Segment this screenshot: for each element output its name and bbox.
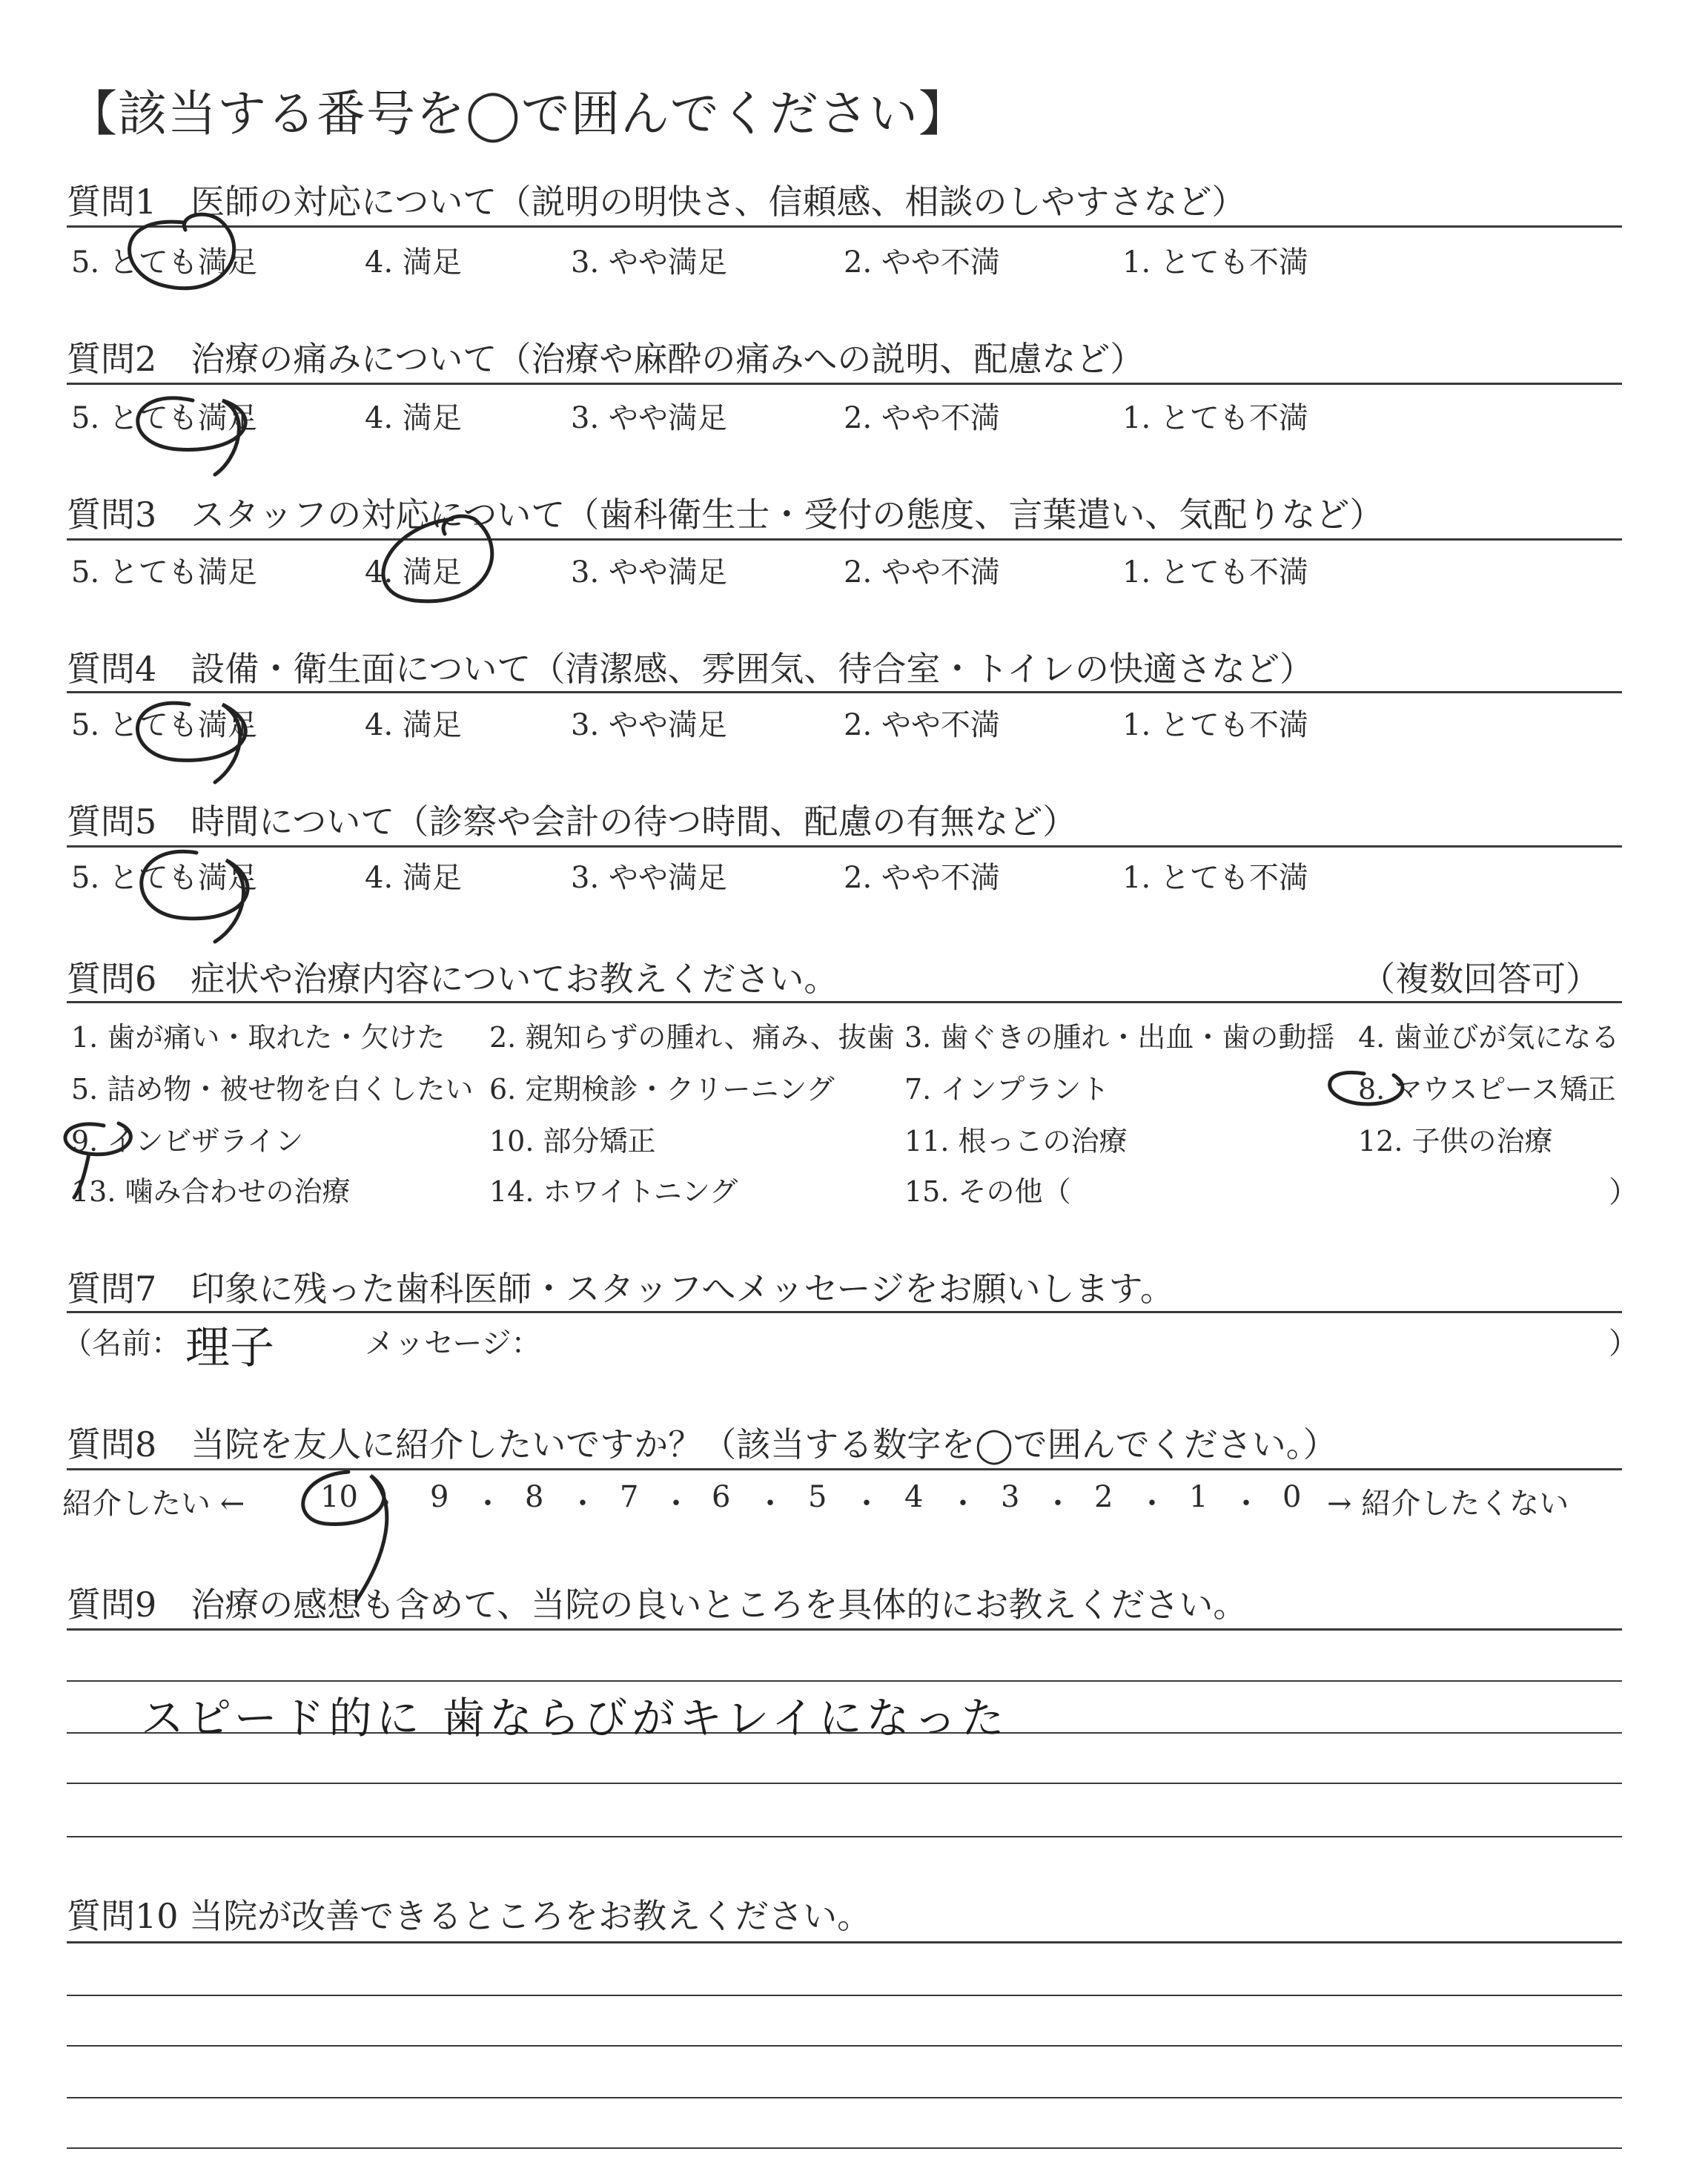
q5-option-2[interactable]: 2. やや不満	[844, 861, 1000, 895]
q8-scale-separator: ・	[568, 1487, 598, 1521]
q3-option-1[interactable]: 1. とても不満	[1122, 555, 1308, 589]
q6-option-14[interactable]: 14. ホワイトニング	[489, 1175, 738, 1208]
q6-option-12[interactable]: 12. 子供の治療	[1358, 1125, 1553, 1157]
question-6-note: （複数回答可）	[1361, 959, 1600, 999]
q2-option-5[interactable]: 5. とても満足	[71, 401, 257, 435]
q8-scale-8[interactable]: 8	[525, 1480, 544, 1514]
q3-option-5[interactable]: 5. とても満足	[71, 555, 257, 589]
q3-option-3[interactable]: 3. やや満足	[571, 555, 727, 589]
q8-right-label: → 紹介したくない	[1327, 1487, 1569, 1521]
q6-option-5[interactable]: 5. 詰め物・被せ物を白くしたい	[71, 1073, 474, 1106]
q7-message-label: メッセージ：	[365, 1327, 541, 1361]
q8-scale-4[interactable]: 4	[904, 1480, 924, 1514]
q8-scale-separator: ・	[661, 1487, 691, 1521]
q7-close-paren: ）	[1609, 1327, 1638, 1361]
question-9-title: 質問9 治療の感想も含めて、当院の良いところを具体的にお教えください。	[67, 1585, 1248, 1625]
q8-scale-0[interactable]: 0	[1282, 1480, 1302, 1514]
q5-option-3[interactable]: 3. やや満足	[571, 861, 727, 895]
q3-option-2[interactable]: 2. やや不満	[844, 555, 1000, 589]
q6-option-1[interactable]: 1. 歯が痛い・取れた・欠けた	[71, 1021, 446, 1054]
q1-selection-circle	[130, 214, 234, 288]
q6-other-close-paren: ）	[1609, 1175, 1638, 1209]
q5-selection-circle	[142, 851, 248, 942]
q8-scale-9[interactable]: 9	[430, 1480, 449, 1514]
q8-scale-separator: ・	[755, 1487, 785, 1521]
q6-option-4[interactable]: 4. 歯並びが気になる	[1358, 1021, 1620, 1054]
q4-option-2[interactable]: 2. やや不満	[844, 708, 1000, 742]
q8-scale-1[interactable]: 1	[1189, 1480, 1208, 1514]
q2-option-4[interactable]: 4. 満足	[365, 401, 462, 435]
q7-name-label: （名前：	[62, 1327, 181, 1361]
q8-scale-separator: ・	[948, 1487, 978, 1521]
q1-option-4[interactable]: 4. 満足	[365, 245, 462, 280]
q6-option-8-circle	[1330, 1072, 1403, 1103]
q8-scale-separator: ・	[1043, 1487, 1073, 1521]
question-7-title: 質問7 印象に残った歯科医師・スタッフへメッセージをお願いします。	[67, 1269, 1174, 1309]
q8-left-label: 紹介したい ←	[62, 1487, 245, 1521]
q2-option-1[interactable]: 1. とても不満	[1122, 401, 1308, 435]
q8-scale-separator: ・	[1137, 1487, 1167, 1521]
q8-scale-separator: ・	[473, 1487, 503, 1521]
q6-option-7[interactable]: 7. インプラント	[904, 1073, 1110, 1106]
q6-option-2[interactable]: 2. 親知らずの腫れ、痛み、抜歯	[489, 1021, 895, 1054]
q5-option-4[interactable]: 4. 満足	[365, 861, 462, 895]
q8-scale-separator: ・	[371, 1487, 400, 1521]
q9-answer-handwritten[interactable]: スピード的に 歯ならびがキレイになった	[141, 1693, 1009, 1743]
q6-option-10[interactable]: 10. 部分矯正	[489, 1125, 656, 1157]
q8-scale-5[interactable]: 5	[808, 1480, 827, 1514]
q6-option-13[interactable]: 13. 噛み合わせの治療	[71, 1175, 351, 1208]
q1-option-3[interactable]: 3. やや満足	[571, 245, 727, 280]
question-6-title: 質問6 症状や治療内容についてお教えください。	[67, 959, 838, 999]
q6-option-9-circle	[65, 1123, 130, 1198]
q8-selection-circle	[303, 1472, 387, 1602]
q2-option-3[interactable]: 3. やや満足	[571, 401, 727, 435]
q8-scale-3[interactable]: 3	[1001, 1480, 1020, 1514]
q3-selection-circle	[383, 516, 492, 601]
question-8-title: 質問8 当院を友人に紹介したいですか？（該当する数字を◯で囲んでください。）	[67, 1424, 1337, 1464]
q8-scale-10[interactable]: 10	[320, 1480, 358, 1514]
question-3-title: 質問3 スタッフの対応について（歯科衛生士・受付の態度、言葉遣い、気配りなど）	[67, 495, 1384, 535]
q6-option-8[interactable]: 8. マウスピース矯正	[1358, 1073, 1616, 1106]
q2-selection-circle	[138, 398, 245, 475]
q6-option-9[interactable]: 9. インビザライン	[71, 1125, 304, 1157]
q6-option-15[interactable]: 15. その他（	[904, 1175, 1071, 1208]
q4-option-4[interactable]: 4. 満足	[365, 708, 462, 742]
question-2-title: 質問2 治療の痛みについて（治療や麻酔の痛みへの説明、配慮など）	[67, 339, 1145, 379]
q5-option-5[interactable]: 5. とても満足	[71, 861, 257, 895]
q8-scale-separator: ・	[1231, 1487, 1261, 1521]
q7-name-handwritten[interactable]: 理子	[185, 1322, 274, 1374]
form-header: 【該当する番号を◯で囲んでください】	[68, 85, 968, 142]
q1-option-1[interactable]: 1. とても不満	[1122, 245, 1308, 280]
q6-option-11[interactable]: 11. 根っこの治療	[904, 1125, 1128, 1157]
q2-option-2[interactable]: 2. やや不満	[844, 401, 1000, 435]
q1-option-5[interactable]: 5. とても満足	[71, 245, 257, 280]
q4-option-1[interactable]: 1. とても不満	[1122, 708, 1308, 742]
q4-option-3[interactable]: 3. やや満足	[571, 708, 727, 742]
question-4-title: 質問4 設備・衛生面について（清潔感、雰囲気、待合室・トイレの快適さなど）	[67, 649, 1314, 689]
q8-scale-7[interactable]: 7	[620, 1480, 639, 1514]
q6-option-6[interactable]: 6. 定期検診・クリーニング	[489, 1073, 835, 1106]
q8-scale-6[interactable]: 6	[712, 1480, 731, 1514]
q8-scale-2[interactable]: 2	[1094, 1480, 1113, 1514]
q4-option-5[interactable]: 5. とても満足	[71, 708, 257, 742]
question-10-title: 質問10 当院が改善できるところをお教えください。	[67, 1896, 872, 1936]
q6-option-3[interactable]: 3. 歯ぐきの腫れ・出血・歯の動揺	[904, 1021, 1335, 1054]
q1-option-2[interactable]: 2. やや不満	[844, 245, 1000, 280]
q5-option-1[interactable]: 1. とても不満	[1122, 861, 1308, 895]
question-1-title: 質問1 医師の対応について（説明の明快さ、信頼感、相談のしやすさなど）	[67, 182, 1246, 222]
q3-option-4[interactable]: 4. 満足	[365, 555, 462, 589]
question-5-title: 質問5 時間について（診察や会計の待つ時間、配慮の有無など）	[67, 802, 1077, 842]
q4-selection-circle	[137, 703, 245, 782]
q8-scale-separator: ・	[852, 1487, 881, 1521]
